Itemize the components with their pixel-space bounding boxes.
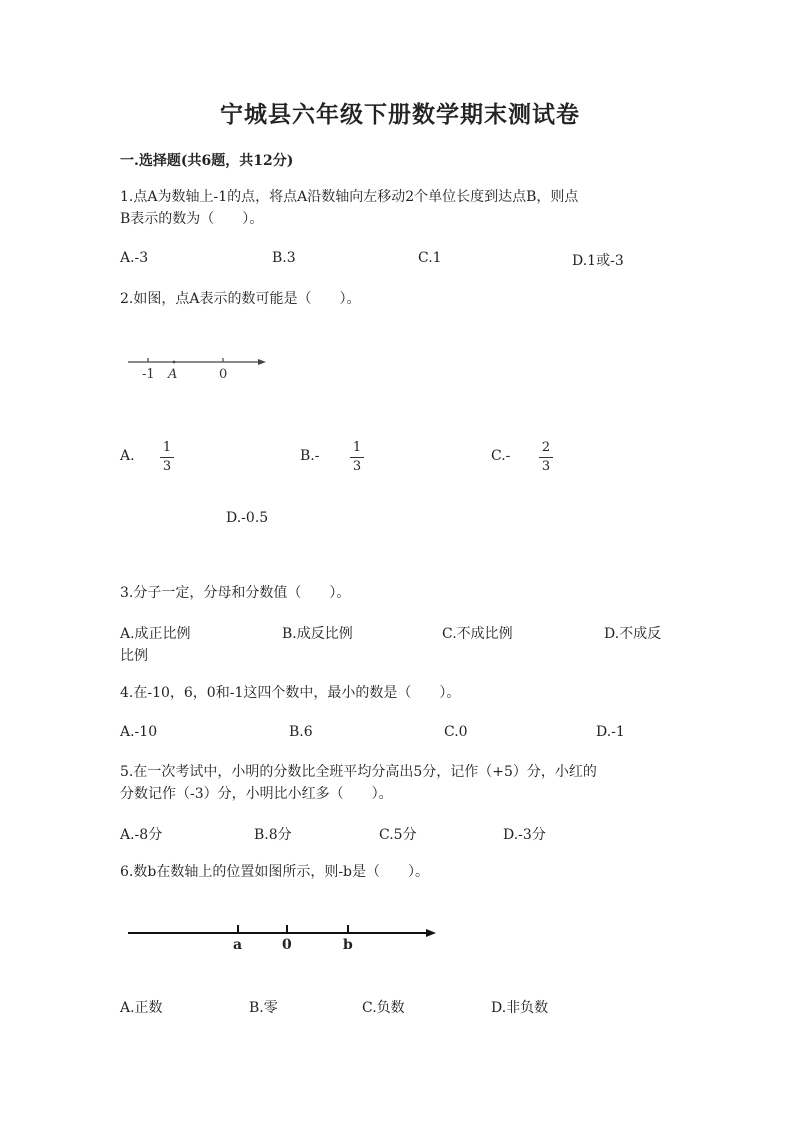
q5-option-b: B.8分 — [254, 827, 292, 843]
question-1-line-2: B表示的数为（ ）。 — [120, 211, 264, 227]
question-5-line-1: 5.在一次考试中，小明的分数比全班平均分高出5分，记作（+5）分，小红的 — [120, 764, 597, 780]
q1-option-a: A.-3 — [120, 250, 149, 266]
q2-option-c-label: C.- — [491, 448, 511, 464]
q2-c-denominator: 3 — [541, 459, 551, 474]
q2-b-numerator: 1 — [352, 440, 362, 455]
question-6-text: 6.数b在数轴上的位置如图所示，则-b是（ ）。 — [120, 864, 430, 880]
q2-number-line — [126, 350, 272, 384]
q3-option-a: A.成正比例 — [120, 626, 191, 642]
question-1-line-1: 1.点A为数轴上-1的点，将点A沿数轴向左移动2个单位长度到达点B，则点 — [120, 189, 579, 205]
question-4-text: 4.在-10，6，0和-1这四个数中，最小的数是（ ）。 — [120, 685, 461, 701]
q2-option-a-label: A. — [120, 448, 135, 464]
q2-b-denominator: 3 — [352, 459, 362, 474]
q6-label-a: a — [233, 937, 243, 953]
q6-option-d: D.非负数 — [491, 1000, 549, 1016]
page-title: 宁城县六年级下册数学期末测试卷 — [220, 101, 580, 128]
q4-option-d: D.-1 — [596, 724, 625, 740]
q3-option-b: B.成反比例 — [282, 626, 353, 642]
q2-label-minus-one: -1 — [142, 367, 155, 382]
q3-option-d: D.不成反 — [604, 626, 662, 642]
q6-label-zero: 0 — [282, 937, 292, 953]
q6-number-line — [126, 920, 442, 954]
q6-axis-arrow — [426, 929, 436, 937]
q2-option-c-fraction — [539, 440, 553, 475]
q2-axis-arrow — [258, 359, 266, 365]
q2-option-a-fraction — [160, 440, 174, 475]
q5-option-d: D.-3分 — [503, 827, 546, 843]
q5-option-a: A.-8分 — [120, 827, 163, 843]
q2-option-b-label: B.- — [300, 448, 320, 464]
q1-option-b: B.3 — [272, 250, 296, 266]
q6-label-b: b — [343, 937, 353, 953]
q2-label-zero: 0 — [219, 367, 228, 382]
question-2-text: 2.如图，点A表示的数可能是（ ）。 — [120, 291, 361, 307]
question-3-text: 3.分子一定，分母和分数值（ ）。 — [120, 585, 351, 601]
q4-option-b: B.6 — [289, 724, 313, 740]
q2-a-denominator: 3 — [162, 459, 172, 474]
q2-a-numerator: 1 — [162, 440, 172, 455]
q3-option-d-wrap: 比例 — [120, 648, 148, 664]
q3-option-c: C.不成比例 — [442, 626, 513, 642]
q4-option-a: A.-10 — [120, 724, 158, 740]
q2-option-d: D.-0.5 — [226, 510, 269, 526]
q5-option-c: C.5分 — [379, 827, 417, 843]
q2-point-a — [173, 361, 176, 364]
q4-option-c: C.0 — [444, 724, 468, 740]
q1-option-d: D.1或-3 — [572, 253, 624, 269]
q2-label-a: A — [168, 367, 178, 382]
question-5-line-2: 分数记作（-3）分，小明比小红多（ ）。 — [120, 786, 393, 802]
q2-option-b-fraction — [350, 440, 364, 475]
q2-c-numerator: 2 — [541, 440, 551, 455]
q6-option-c: C.负数 — [362, 1000, 405, 1016]
q6-option-a: A.正数 — [120, 1000, 163, 1016]
q6-option-b: B.零 — [249, 1000, 278, 1016]
section-heading: 一.选择题(共6题，共12分) — [120, 153, 294, 169]
q1-option-c: C.1 — [418, 250, 442, 266]
